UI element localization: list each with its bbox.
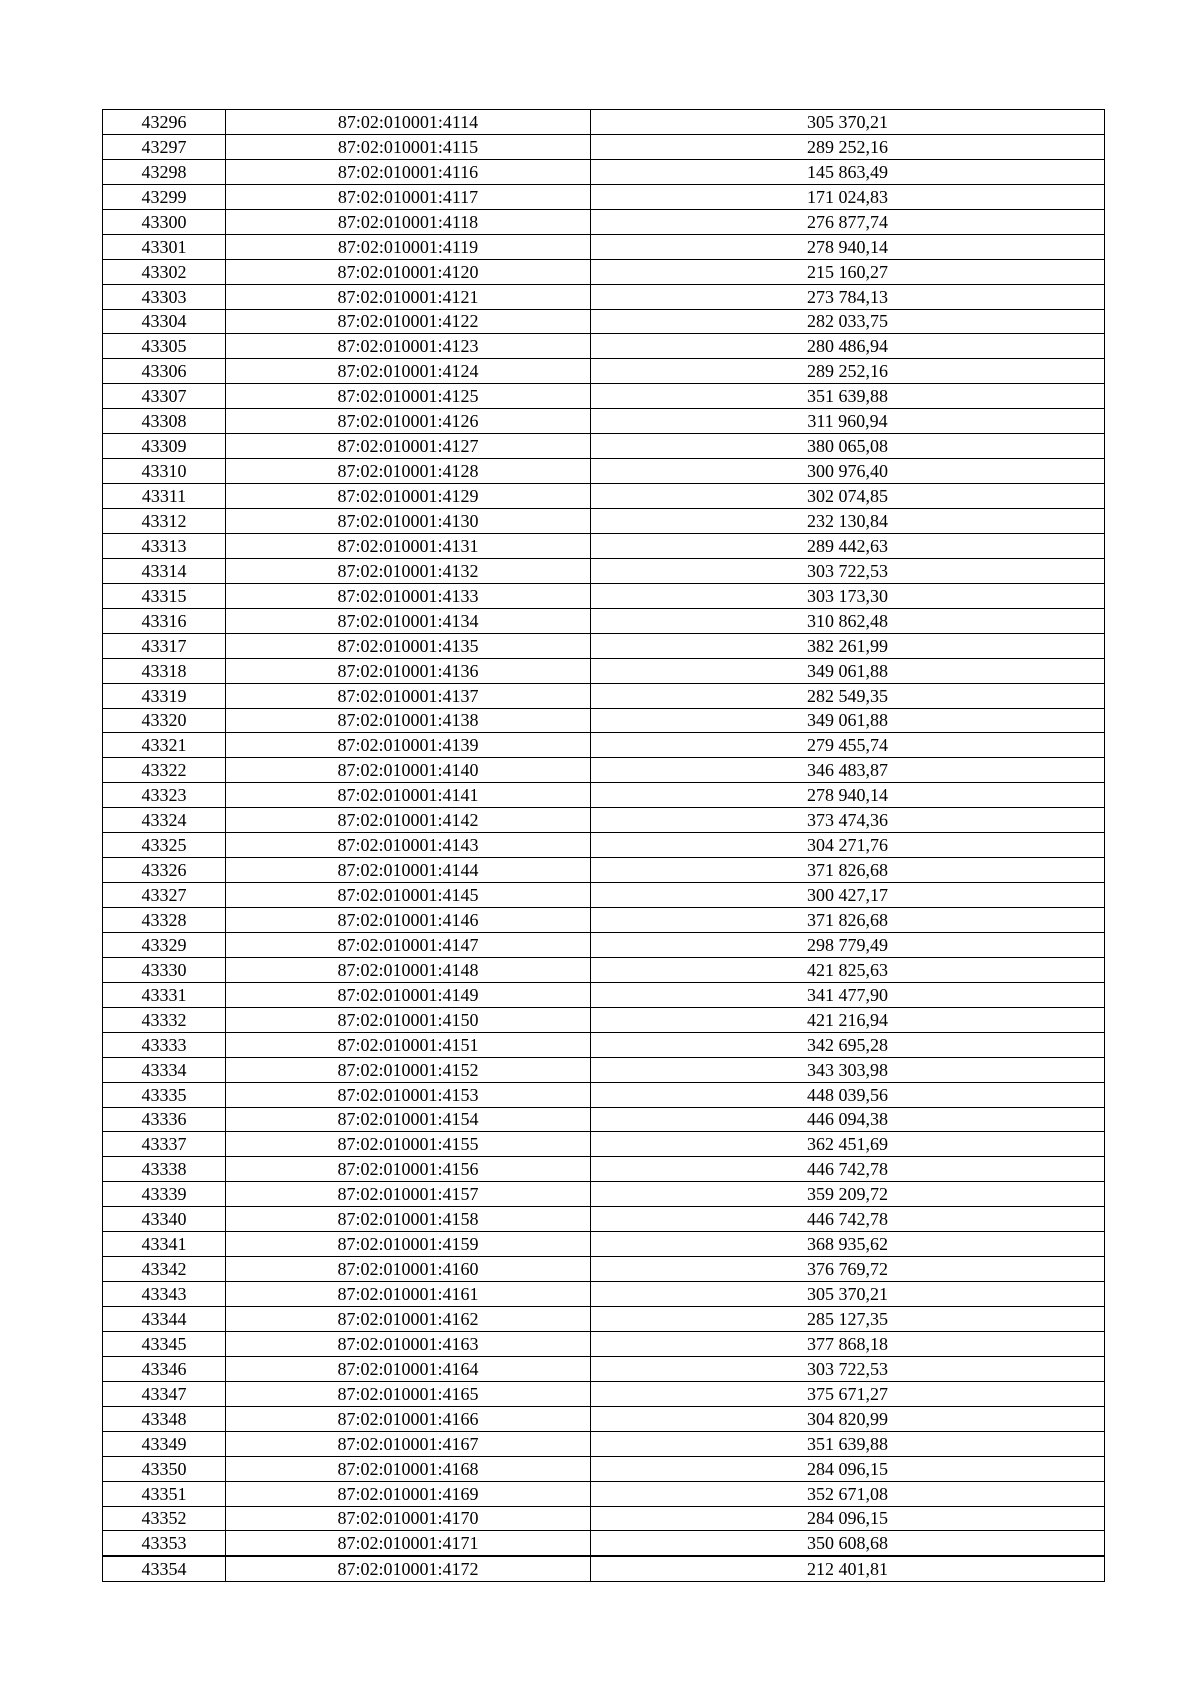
cadastral-number-cell: 87:02:010001:4171	[226, 1531, 591, 1556]
row-number-cell: 43317	[103, 633, 226, 658]
cadastral-value-cell: 282 033,75	[591, 309, 1105, 334]
cadastral-value-cell: 232 130,84	[591, 509, 1105, 534]
cadastral-number-cell: 87:02:010001:4165	[226, 1381, 591, 1406]
cadastral-value-cell: 352 671,08	[591, 1481, 1105, 1506]
cadastral-value-cell: 421 825,63	[591, 957, 1105, 982]
cadastral-value-cell: 305 370,21	[591, 110, 1105, 135]
cadastral-number-cell: 87:02:010001:4172	[226, 1556, 591, 1581]
table-row	[103, 1307, 1105, 1332]
table-row	[103, 209, 1105, 234]
cadastral-value-cell: 304 271,76	[591, 833, 1105, 858]
cadastral-value-cell: 282 549,35	[591, 683, 1105, 708]
cadastral-number-cell: 87:02:010001:4168	[226, 1456, 591, 1481]
row-number-cell: 43304	[103, 309, 226, 334]
cadastral-value-cell: 311 960,94	[591, 409, 1105, 434]
row-number-cell: 43346	[103, 1356, 226, 1381]
table-row	[103, 808, 1105, 833]
cadastral-number-cell: 87:02:010001:4136	[226, 658, 591, 683]
row-number-cell: 43322	[103, 758, 226, 783]
cadastral-number-cell: 87:02:010001:4120	[226, 259, 591, 284]
table-row	[103, 1257, 1105, 1282]
cadastral-value-cell: 300 976,40	[591, 459, 1105, 484]
table-row	[103, 1032, 1105, 1057]
table-row	[103, 1157, 1105, 1182]
cadastral-number-cell: 87:02:010001:4167	[226, 1431, 591, 1456]
cadastral-number-cell: 87:02:010001:4135	[226, 633, 591, 658]
table-row	[103, 658, 1105, 683]
table-row	[103, 957, 1105, 982]
row-number-cell: 43350	[103, 1456, 226, 1481]
cadastral-value-cell: 284 096,15	[591, 1456, 1105, 1481]
cadastral-value-cell: 280 486,94	[591, 334, 1105, 359]
cadastral-value-cell: 368 935,62	[591, 1232, 1105, 1257]
cadastral-value-cell: 289 442,63	[591, 533, 1105, 558]
cadastral-number-cell: 87:02:010001:4154	[226, 1107, 591, 1132]
cadastral-number-cell: 87:02:010001:4140	[226, 758, 591, 783]
cadastral-value-cell: 341 477,90	[591, 982, 1105, 1007]
table-row	[103, 110, 1105, 135]
row-number-cell: 43331	[103, 982, 226, 1007]
cadastral-value-cell: 375 671,27	[591, 1381, 1105, 1406]
cadastral-value-cell: 446 094,38	[591, 1107, 1105, 1132]
table-row	[103, 134, 1105, 159]
row-number-cell: 43312	[103, 509, 226, 534]
row-number-cell: 43305	[103, 334, 226, 359]
cadastral-number-cell: 87:02:010001:4149	[226, 982, 591, 1007]
row-number-cell: 43296	[103, 110, 226, 135]
cadastral-value-cell: 343 303,98	[591, 1057, 1105, 1082]
row-number-cell: 43342	[103, 1257, 226, 1282]
cadastral-value-cell: 289 252,16	[591, 134, 1105, 159]
row-number-cell: 43349	[103, 1431, 226, 1456]
table-row	[103, 683, 1105, 708]
table-row	[103, 533, 1105, 558]
row-number-cell: 43330	[103, 957, 226, 982]
cadastral-number-cell: 87:02:010001:4162	[226, 1307, 591, 1332]
row-number-cell: 43301	[103, 234, 226, 259]
table-row	[103, 982, 1105, 1007]
cadastral-number-cell: 87:02:010001:4115	[226, 134, 591, 159]
cadastral-value-table	[102, 109, 1105, 1582]
cadastral-number-cell: 87:02:010001:4151	[226, 1032, 591, 1057]
table-row	[103, 633, 1105, 658]
cadastral-number-cell: 87:02:010001:4121	[226, 284, 591, 309]
row-number-cell: 43341	[103, 1232, 226, 1257]
row-number-cell: 43344	[103, 1307, 226, 1332]
cadastral-number-cell: 87:02:010001:4161	[226, 1282, 591, 1307]
cadastral-value-cell: 346 483,87	[591, 758, 1105, 783]
cadastral-value-cell: 371 826,68	[591, 908, 1105, 933]
cadastral-number-cell: 87:02:010001:4159	[226, 1232, 591, 1257]
row-number-cell: 43313	[103, 533, 226, 558]
row-number-cell: 43314	[103, 558, 226, 583]
row-number-cell: 43339	[103, 1182, 226, 1207]
cadastral-value-cell: 278 940,14	[591, 234, 1105, 259]
cadastral-value-cell: 446 742,78	[591, 1157, 1105, 1182]
table-row	[103, 1132, 1105, 1157]
row-number-cell: 43326	[103, 858, 226, 883]
cadastral-number-cell: 87:02:010001:4131	[226, 533, 591, 558]
row-number-cell: 43319	[103, 683, 226, 708]
row-number-cell: 43300	[103, 209, 226, 234]
cadastral-number-cell: 87:02:010001:4132	[226, 558, 591, 583]
row-number-cell: 43351	[103, 1481, 226, 1506]
cadastral-number-cell: 87:02:010001:4163	[226, 1331, 591, 1356]
cadastral-number-cell: 87:02:010001:4150	[226, 1007, 591, 1032]
cadastral-number-cell: 87:02:010001:4134	[226, 608, 591, 633]
row-number-cell: 43340	[103, 1207, 226, 1232]
cadastral-value-cell: 448 039,56	[591, 1082, 1105, 1107]
cadastral-number-cell: 87:02:010001:4119	[226, 234, 591, 259]
cadastral-value-cell: 212 401,81	[591, 1556, 1105, 1581]
table-row	[103, 459, 1105, 484]
row-number-cell: 43328	[103, 908, 226, 933]
row-number-cell: 43308	[103, 409, 226, 434]
row-number-cell: 43320	[103, 708, 226, 733]
row-number-cell: 43325	[103, 833, 226, 858]
cadastral-value-cell: 359 209,72	[591, 1182, 1105, 1207]
row-number-cell: 43310	[103, 459, 226, 484]
table-row	[103, 1207, 1105, 1232]
cadastral-number-cell: 87:02:010001:4125	[226, 384, 591, 409]
cadastral-number-cell: 87:02:010001:4146	[226, 908, 591, 933]
cadastral-value-cell: 303 173,30	[591, 583, 1105, 608]
table-row	[103, 334, 1105, 359]
cadastral-value-cell: 310 862,48	[591, 608, 1105, 633]
table-row	[103, 384, 1105, 409]
table-row	[103, 1556, 1105, 1581]
cadastral-number-cell: 87:02:010001:4130	[226, 509, 591, 534]
table-row	[103, 932, 1105, 957]
cadastral-value-cell: 350 608,68	[591, 1531, 1105, 1556]
row-number-cell: 43352	[103, 1506, 226, 1531]
table-row	[103, 434, 1105, 459]
table-row	[103, 833, 1105, 858]
table-row	[103, 1182, 1105, 1207]
cadastral-number-cell: 87:02:010001:4126	[226, 409, 591, 434]
row-number-cell: 43345	[103, 1331, 226, 1356]
row-number-cell: 43316	[103, 608, 226, 633]
cadastral-number-cell: 87:02:010001:4158	[226, 1207, 591, 1232]
table-row	[103, 359, 1105, 384]
cadastral-value-cell: 351 639,88	[591, 384, 1105, 409]
table-row	[103, 758, 1105, 783]
table-row	[103, 1456, 1105, 1481]
table-row	[103, 883, 1105, 908]
row-number-cell: 43336	[103, 1107, 226, 1132]
cadastral-number-cell: 87:02:010001:4169	[226, 1481, 591, 1506]
row-number-cell: 43298	[103, 159, 226, 184]
cadastral-number-cell: 87:02:010001:4156	[226, 1157, 591, 1182]
table-row	[103, 1057, 1105, 1082]
table-row	[103, 259, 1105, 284]
cadastral-value-cell: 304 820,99	[591, 1406, 1105, 1431]
cadastral-number-cell: 87:02:010001:4133	[226, 583, 591, 608]
row-number-cell: 43311	[103, 484, 226, 509]
table-row	[103, 309, 1105, 334]
cadastral-value-cell: 300 427,17	[591, 883, 1105, 908]
cadastral-value-cell: 145 863,49	[591, 159, 1105, 184]
row-number-cell: 43354	[103, 1556, 226, 1581]
cadastral-value-cell: 373 474,36	[591, 808, 1105, 833]
cadastral-number-cell: 87:02:010001:4129	[226, 484, 591, 509]
cadastral-value-cell: 380 065,08	[591, 434, 1105, 459]
cadastral-value-cell: 421 216,94	[591, 1007, 1105, 1032]
row-number-cell: 43329	[103, 932, 226, 957]
cadastral-value-cell: 273 784,13	[591, 284, 1105, 309]
cadastral-number-cell: 87:02:010001:4128	[226, 459, 591, 484]
cadastral-number-cell: 87:02:010001:4166	[226, 1406, 591, 1431]
cadastral-value-cell: 285 127,35	[591, 1307, 1105, 1332]
table-row	[103, 1232, 1105, 1257]
table-row	[103, 1406, 1105, 1431]
cadastral-value-cell: 376 769,72	[591, 1257, 1105, 1282]
table-body	[103, 110, 1105, 1582]
cadastral-value-cell: 382 261,99	[591, 633, 1105, 658]
row-number-cell: 43321	[103, 733, 226, 758]
cadastral-value-cell: 349 061,88	[591, 708, 1105, 733]
table-row	[103, 509, 1105, 534]
table-row	[103, 608, 1105, 633]
row-number-cell: 43334	[103, 1057, 226, 1082]
cadastral-value-cell: 298 779,49	[591, 932, 1105, 957]
table-row	[103, 484, 1105, 509]
cadastral-number-cell: 87:02:010001:4141	[226, 783, 591, 808]
cadastral-value-cell: 171 024,83	[591, 184, 1105, 209]
cadastral-value-cell: 305 370,21	[591, 1282, 1105, 1307]
row-number-cell: 43299	[103, 184, 226, 209]
row-number-cell: 43315	[103, 583, 226, 608]
table-row	[103, 708, 1105, 733]
row-number-cell: 43318	[103, 658, 226, 683]
cadastral-number-cell: 87:02:010001:4122	[226, 309, 591, 334]
table-row	[103, 908, 1105, 933]
table-row	[103, 1007, 1105, 1032]
table-row	[103, 1531, 1105, 1556]
row-number-cell: 43302	[103, 259, 226, 284]
cadastral-value-cell: 371 826,68	[591, 858, 1105, 883]
table-row	[103, 583, 1105, 608]
row-number-cell: 43335	[103, 1082, 226, 1107]
row-number-cell: 43332	[103, 1007, 226, 1032]
table-row	[103, 184, 1105, 209]
cadastral-number-cell: 87:02:010001:4124	[226, 359, 591, 384]
cadastral-number-cell: 87:02:010001:4147	[226, 932, 591, 957]
row-number-cell: 43297	[103, 134, 226, 159]
cadastral-value-cell: 349 061,88	[591, 658, 1105, 683]
row-number-cell: 43309	[103, 434, 226, 459]
cadastral-number-cell: 87:02:010001:4170	[226, 1506, 591, 1531]
row-number-cell: 43327	[103, 883, 226, 908]
cadastral-number-cell: 87:02:010001:4164	[226, 1356, 591, 1381]
table-row	[103, 1282, 1105, 1307]
cadastral-number-cell: 87:02:010001:4137	[226, 683, 591, 708]
cadastral-value-cell: 276 877,74	[591, 209, 1105, 234]
table-row	[103, 1331, 1105, 1356]
cadastral-number-cell: 87:02:010001:4144	[226, 858, 591, 883]
cadastral-value-cell: 351 639,88	[591, 1431, 1105, 1456]
row-number-cell: 43307	[103, 384, 226, 409]
cadastral-number-cell: 87:02:010001:4116	[226, 159, 591, 184]
cadastral-value-cell: 342 695,28	[591, 1032, 1105, 1057]
table-row	[103, 1381, 1105, 1406]
row-number-cell: 43324	[103, 808, 226, 833]
row-number-cell: 43338	[103, 1157, 226, 1182]
table-row	[103, 558, 1105, 583]
cadastral-value-cell: 446 742,78	[591, 1207, 1105, 1232]
table-row	[103, 1107, 1105, 1132]
cadastral-number-cell: 87:02:010001:4155	[226, 1132, 591, 1157]
row-number-cell: 43353	[103, 1531, 226, 1556]
cadastral-number-cell: 87:02:010001:4153	[226, 1082, 591, 1107]
table-row	[103, 733, 1105, 758]
cadastral-number-cell: 87:02:010001:4123	[226, 334, 591, 359]
cadastral-value-cell: 215 160,27	[591, 259, 1105, 284]
table-row	[103, 159, 1105, 184]
row-number-cell: 43348	[103, 1406, 226, 1431]
row-number-cell: 43333	[103, 1032, 226, 1057]
row-number-cell: 43343	[103, 1282, 226, 1307]
table-row	[103, 234, 1105, 259]
table-row	[103, 1481, 1105, 1506]
cadastral-number-cell: 87:02:010001:4157	[226, 1182, 591, 1207]
table-row	[103, 1356, 1105, 1381]
cadastral-value-cell: 303 722,53	[591, 1356, 1105, 1381]
cadastral-number-cell: 87:02:010001:4117	[226, 184, 591, 209]
cadastral-value-cell: 362 451,69	[591, 1132, 1105, 1157]
cadastral-number-cell: 87:02:010001:4114	[226, 110, 591, 135]
row-number-cell: 43323	[103, 783, 226, 808]
cadastral-number-cell: 87:02:010001:4118	[226, 209, 591, 234]
row-number-cell: 43306	[103, 359, 226, 384]
row-number-cell: 43337	[103, 1132, 226, 1157]
table-row	[103, 783, 1105, 808]
cadastral-number-cell: 87:02:010001:4152	[226, 1057, 591, 1082]
cadastral-value-cell: 302 074,85	[591, 484, 1105, 509]
cadastral-number-cell: 87:02:010001:4142	[226, 808, 591, 833]
cadastral-value-cell: 377 868,18	[591, 1331, 1105, 1356]
table-row	[103, 1082, 1105, 1107]
cadastral-number-cell: 87:02:010001:4127	[226, 434, 591, 459]
row-number-cell: 43303	[103, 284, 226, 309]
table-row	[103, 858, 1105, 883]
cadastral-value-cell: 278 940,14	[591, 783, 1105, 808]
cadastral-value-cell: 303 722,53	[591, 558, 1105, 583]
table-row	[103, 1431, 1105, 1456]
cadastral-number-cell: 87:02:010001:4148	[226, 957, 591, 982]
cadastral-value-cell: 289 252,16	[591, 359, 1105, 384]
cadastral-value-cell: 284 096,15	[591, 1506, 1105, 1531]
cadastral-number-cell: 87:02:010001:4138	[226, 708, 591, 733]
cadastral-number-cell: 87:02:010001:4160	[226, 1257, 591, 1282]
cadastral-value-cell: 279 455,74	[591, 733, 1105, 758]
row-number-cell: 43347	[103, 1381, 226, 1406]
table-row	[103, 1506, 1105, 1531]
table-row	[103, 284, 1105, 309]
cadastral-number-cell: 87:02:010001:4143	[226, 833, 591, 858]
cadastral-number-cell: 87:02:010001:4145	[226, 883, 591, 908]
cadastral-number-cell: 87:02:010001:4139	[226, 733, 591, 758]
table-row	[103, 409, 1105, 434]
